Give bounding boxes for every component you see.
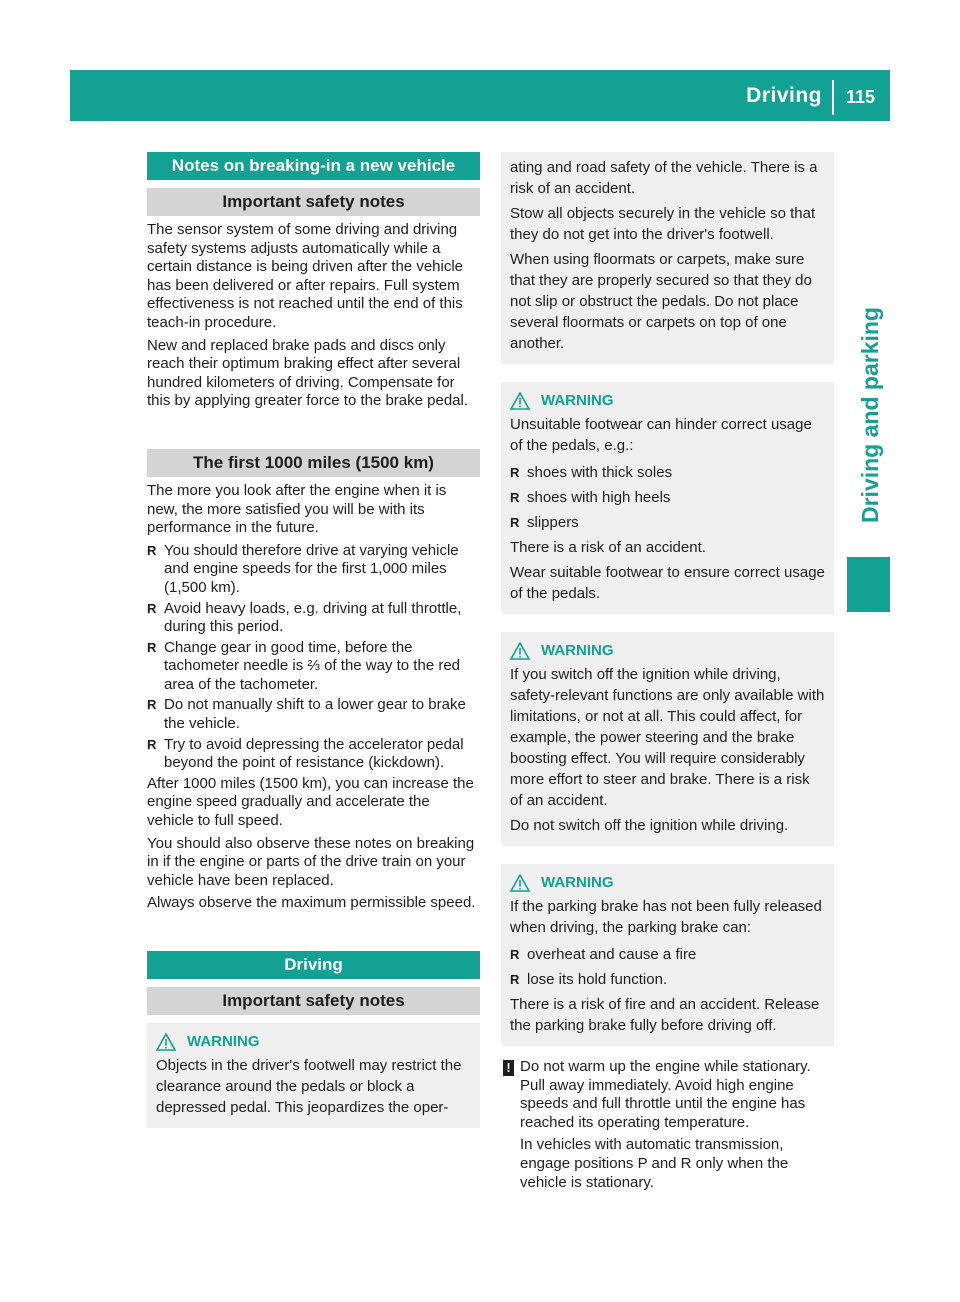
warning-text: Do not switch off the ignition while driving. bbox=[510, 817, 789, 834]
section-heading-driving: Driving bbox=[147, 951, 480, 979]
warning-triangle-icon bbox=[156, 1033, 176, 1051]
warning-box-footwear bbox=[501, 382, 834, 614]
note-text: In vehicles with automatic transmission, engage positions P and R only when the vehicle is stationary. bbox=[520, 1136, 789, 1191]
warning-text: If you switch off the ignition while driving, safety-relevant functions are only available with limitations, or not at all. This could affect, for example, the power steering and the brake boosting effect. You will require considerably more effort to steer and brake. There is a risk of an accident. bbox=[510, 666, 825, 809]
list-item: R shoes with high heels bbox=[510, 487, 826, 508]
warning-label: WARNING bbox=[541, 392, 614, 409]
warning-text: Wear suitable footwear to ensure correct usage of the pedals. bbox=[510, 564, 825, 602]
footwear-list bbox=[510, 462, 826, 533]
side-tab-marker bbox=[847, 557, 890, 612]
list-item: R overheat and cause a fire bbox=[510, 944, 826, 965]
subheading-driving-safety: Important safety notes bbox=[147, 987, 480, 1015]
paragraph-max-speed: Always observe the maximum permissible speed. bbox=[147, 894, 476, 912]
list-item: R Try to avoid depressing the accelerator pedal beyond the point of resistance (kickdown). bbox=[147, 736, 480, 773]
warning-text: ating and road safety of the vehicle. There is a risk of an accident. bbox=[510, 159, 818, 197]
warning-text: Objects in the driver's footwell may restrict the clearance around the pedals or block a depressed pedal. This jeopardizes the oper- bbox=[156, 1057, 462, 1116]
warning-title bbox=[510, 390, 826, 412]
list-item: R lose its hold function. bbox=[510, 969, 826, 990]
warning-label: WARNING bbox=[541, 642, 614, 659]
warning-text: When using floormats or carpets, make sure that they are properly secured so that they do not slip or obstruct the pedals. Do not place several floormats or carpets on top of one another. bbox=[510, 251, 812, 352]
paragraph-after-1000: After 1000 miles (1500 km), you can increase the engine speed gradually and accelerate the vehicle to full speed. bbox=[147, 774, 474, 830]
right-column bbox=[501, 152, 834, 1192]
warning-text: Stow all objects securely in the vehicle so that they do not get into the driver's footwell. bbox=[510, 205, 816, 243]
list-item: R You should therefore drive at varying vehicle and engine speeds for the first 1,000 miles (1,500 km). bbox=[147, 542, 480, 598]
warning-triangle-icon bbox=[510, 874, 530, 892]
page-number: 115 bbox=[846, 87, 876, 107]
warning-triangle-icon bbox=[510, 642, 530, 660]
warning-label: WARNING bbox=[187, 1033, 260, 1050]
material-damage-note bbox=[501, 1058, 834, 1192]
warning-title bbox=[510, 872, 826, 894]
warning-box-footwell bbox=[147, 1023, 480, 1128]
side-label-text: Driving and parking bbox=[857, 307, 883, 523]
warning-box-parking-brake bbox=[501, 864, 834, 1046]
page-header bbox=[70, 70, 890, 121]
header-divider bbox=[832, 80, 834, 115]
list-item: R Avoid heavy loads, e.g. driving at full throttle, during this period. bbox=[147, 600, 480, 637]
side-tab-label bbox=[846, 290, 896, 540]
note-text: Do not warm up the engine while stationary. Pull away immediately. Avoid high engine speeds and full throttle until the engine has reached its operating temperature. bbox=[520, 1058, 811, 1131]
warning-box-ignition bbox=[501, 632, 834, 846]
warning-triangle-icon bbox=[510, 392, 530, 410]
warning-text: Unsuitable footwear can hinder correct usage of the pedals, e.g.: bbox=[510, 416, 812, 454]
header-title: Driving bbox=[746, 84, 822, 107]
paragraph-look-after: The more you look after the engine when it is new, the more satisfied you will be with its performance in the future. bbox=[147, 481, 447, 537]
paragraph-sensor: The sensor system of some driving and driving safety systems adjusts automatically while a certain distance is being driven after the vehicle has been delivered or after repairs. Full system effectiveness is not reached until the end of this teach-in procedure. bbox=[147, 221, 464, 331]
warning-label: WARNING bbox=[541, 874, 614, 891]
warning-title bbox=[156, 1031, 472, 1053]
list-item: R Change gear in good time, before the tachometer needle is ⅔ of the way to the red area of the tachometer. bbox=[147, 639, 480, 695]
warning-text: There is a risk of fire and an accident. Release the parking brake fully before driving off. bbox=[510, 996, 820, 1034]
list-item: R Do not manually shift to a lower gear to brake the vehicle. bbox=[147, 696, 480, 733]
warning-title bbox=[510, 640, 826, 662]
paragraph-brake-pads: New and replaced brake pads and discs only reach their optimum braking effect after several hundred kilometers of driving. Compensate for this by applying greater force to the brake pedal. bbox=[147, 336, 469, 410]
parking-brake-list bbox=[510, 944, 826, 990]
list-item: R slippers bbox=[510, 512, 826, 533]
list-item: R shoes with thick soles bbox=[510, 462, 826, 483]
section-heading-first-1000: The first 1000 miles (1500 km) bbox=[147, 449, 480, 477]
section-heading-breaking-in: Notes on breaking-in a new vehicle bbox=[147, 152, 480, 180]
warning-text: If the parking brake has not been fully released when driving, the parking brake can: bbox=[510, 898, 822, 936]
left-column bbox=[147, 152, 480, 1128]
breaking-in-list bbox=[147, 542, 480, 773]
paragraph-observe-notes: You should also observe these notes on breaking in if the engine or parts of the drive train on your vehicle have been replaced. bbox=[147, 834, 475, 889]
subheading-safety-notes: Important safety notes bbox=[147, 188, 480, 216]
warning-box-footwell-continued bbox=[501, 152, 834, 364]
exclamation-icon: ! bbox=[503, 1060, 514, 1076]
warning-text: There is a risk of an accident. bbox=[510, 539, 706, 556]
